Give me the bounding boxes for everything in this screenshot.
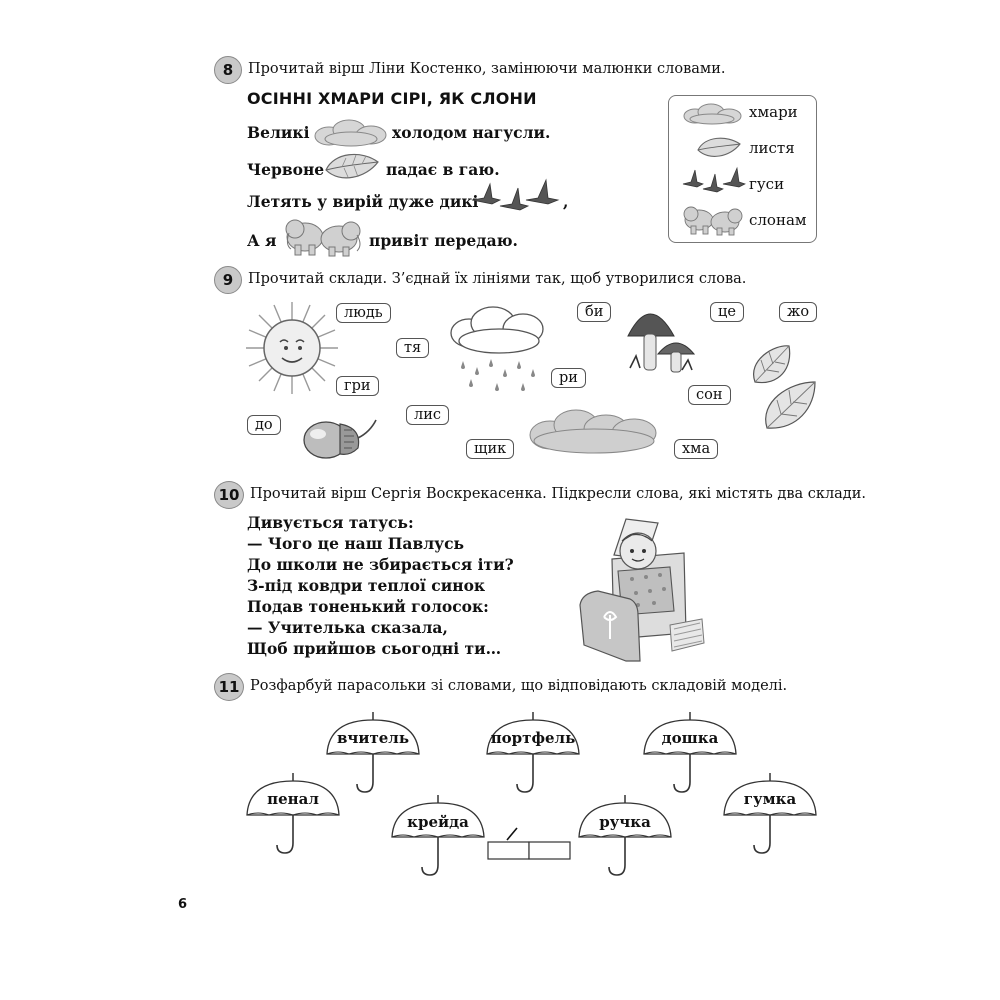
- elephants-icon: [281, 215, 365, 257]
- poem10-line1: Дивується татусь:: [247, 513, 414, 532]
- task9-instruction: Прочитай склади. З’єднай їх лініями так, щоб утворилися слова.: [248, 271, 747, 287]
- poem10-line6: — Учителька сказала,: [247, 618, 448, 637]
- legend-word-1: хмари: [749, 103, 798, 121]
- task10-instruction: Прочитай вірш Сергія Воскрекасенка. Підкресли слова, які містять два склади.: [250, 486, 867, 502]
- legend-word-2: листя: [749, 139, 795, 157]
- umbrella-word-7: гумка: [743, 790, 797, 808]
- syllable-9[interactable]: це: [710, 302, 744, 322]
- poem-title: ОСІННІ ХМАРИ СІРІ, ЯК СЛОНИ: [247, 89, 537, 108]
- syllable-7[interactable]: ри: [551, 368, 586, 388]
- page-number: 6: [178, 897, 188, 912]
- rain-cloud-icon: [447, 303, 549, 395]
- task-number-11: 11: [214, 673, 244, 701]
- legend-geese-icon: [681, 166, 747, 196]
- umbrella-2[interactable]: [483, 710, 583, 800]
- umbrella-5[interactable]: [388, 793, 488, 883]
- syllable-4[interactable]: до: [247, 415, 281, 435]
- legend-word-3: гуси: [749, 175, 785, 193]
- poem10-line7: Щоб прийшов сьогодні ти…: [247, 639, 502, 658]
- syllable-10[interactable]: жо: [779, 302, 817, 322]
- poem10-line3: До школи не збирається іти?: [247, 555, 514, 574]
- syllable-2[interactable]: тя: [396, 338, 429, 358]
- umbrella-word-6: ручка: [599, 813, 651, 831]
- syllable-11[interactable]: сон: [688, 385, 731, 405]
- poem8-line1-before: Великі: [247, 123, 310, 142]
- umbrella-word-1: вчитель: [336, 729, 410, 747]
- syllable-3[interactable]: гри: [336, 376, 379, 396]
- syllable-5[interactable]: лис: [406, 405, 449, 425]
- cloud-icon: [311, 118, 391, 148]
- leaf-icon: [322, 148, 382, 186]
- picture-legend: [668, 95, 817, 243]
- geese-icon: [470, 176, 562, 216]
- sun-icon: [244, 300, 340, 396]
- umbrella-6[interactable]: [575, 793, 675, 883]
- poem10-line2: — Чого це наш Павлусь: [247, 534, 465, 553]
- task-number-10: 10: [214, 481, 244, 509]
- poem8-line4-before: А я: [247, 231, 277, 250]
- poem8-line3-before: Летять у вирій дуже дикі: [247, 192, 479, 211]
- syllable-8[interactable]: би: [577, 302, 611, 322]
- poem8-line2-after: падає в гаю.: [386, 160, 500, 179]
- legend-word-4: слонам: [749, 211, 807, 229]
- mushrooms-icon: [624, 298, 696, 378]
- poem10-line5: Подав тоненький голосок:: [247, 597, 489, 616]
- poem8-line4-after: привіт передаю.: [369, 231, 518, 250]
- umbrella-word-5: крейда: [407, 813, 469, 831]
- legend-leaf-icon: [695, 133, 743, 163]
- umbrella-word-2: портфель: [490, 729, 576, 747]
- leaves-icon: [745, 342, 821, 436]
- umbrella-word-3: дошка: [661, 729, 719, 747]
- legend-elephants-icon: [681, 204, 745, 236]
- legend-cloud-icon: [681, 102, 743, 126]
- poem8-line1-after: холодом нагусли.: [392, 123, 551, 142]
- task-number-9: 9: [214, 266, 242, 294]
- acorn-icon: [300, 410, 384, 462]
- clouds-icon: [526, 405, 662, 457]
- poem8-line3-after: ,: [563, 192, 569, 211]
- syllable-12[interactable]: хма: [674, 439, 718, 459]
- boy-in-bed-illustration: [574, 515, 704, 663]
- poem10-line4: З-під ковдри теплої синок: [247, 576, 486, 595]
- umbrella-4[interactable]: [243, 771, 343, 861]
- task8-instruction: Прочитай вірш Ліни Костенко, замінюючи малюнки словами.: [248, 61, 726, 77]
- syllable-6[interactable]: щик: [466, 439, 514, 459]
- umbrella-word-4: пенал: [267, 790, 319, 808]
- task-number-8: 8: [214, 56, 242, 84]
- task11-instruction: Розфарбуй парасольки зі словами, що відповідають складовій моделі.: [250, 678, 788, 694]
- syllable-1[interactable]: людь: [336, 303, 391, 323]
- poem8-line2-before: Червоне: [247, 160, 325, 179]
- umbrella-7[interactable]: [720, 771, 820, 861]
- syllable-model-scheme: [487, 826, 573, 862]
